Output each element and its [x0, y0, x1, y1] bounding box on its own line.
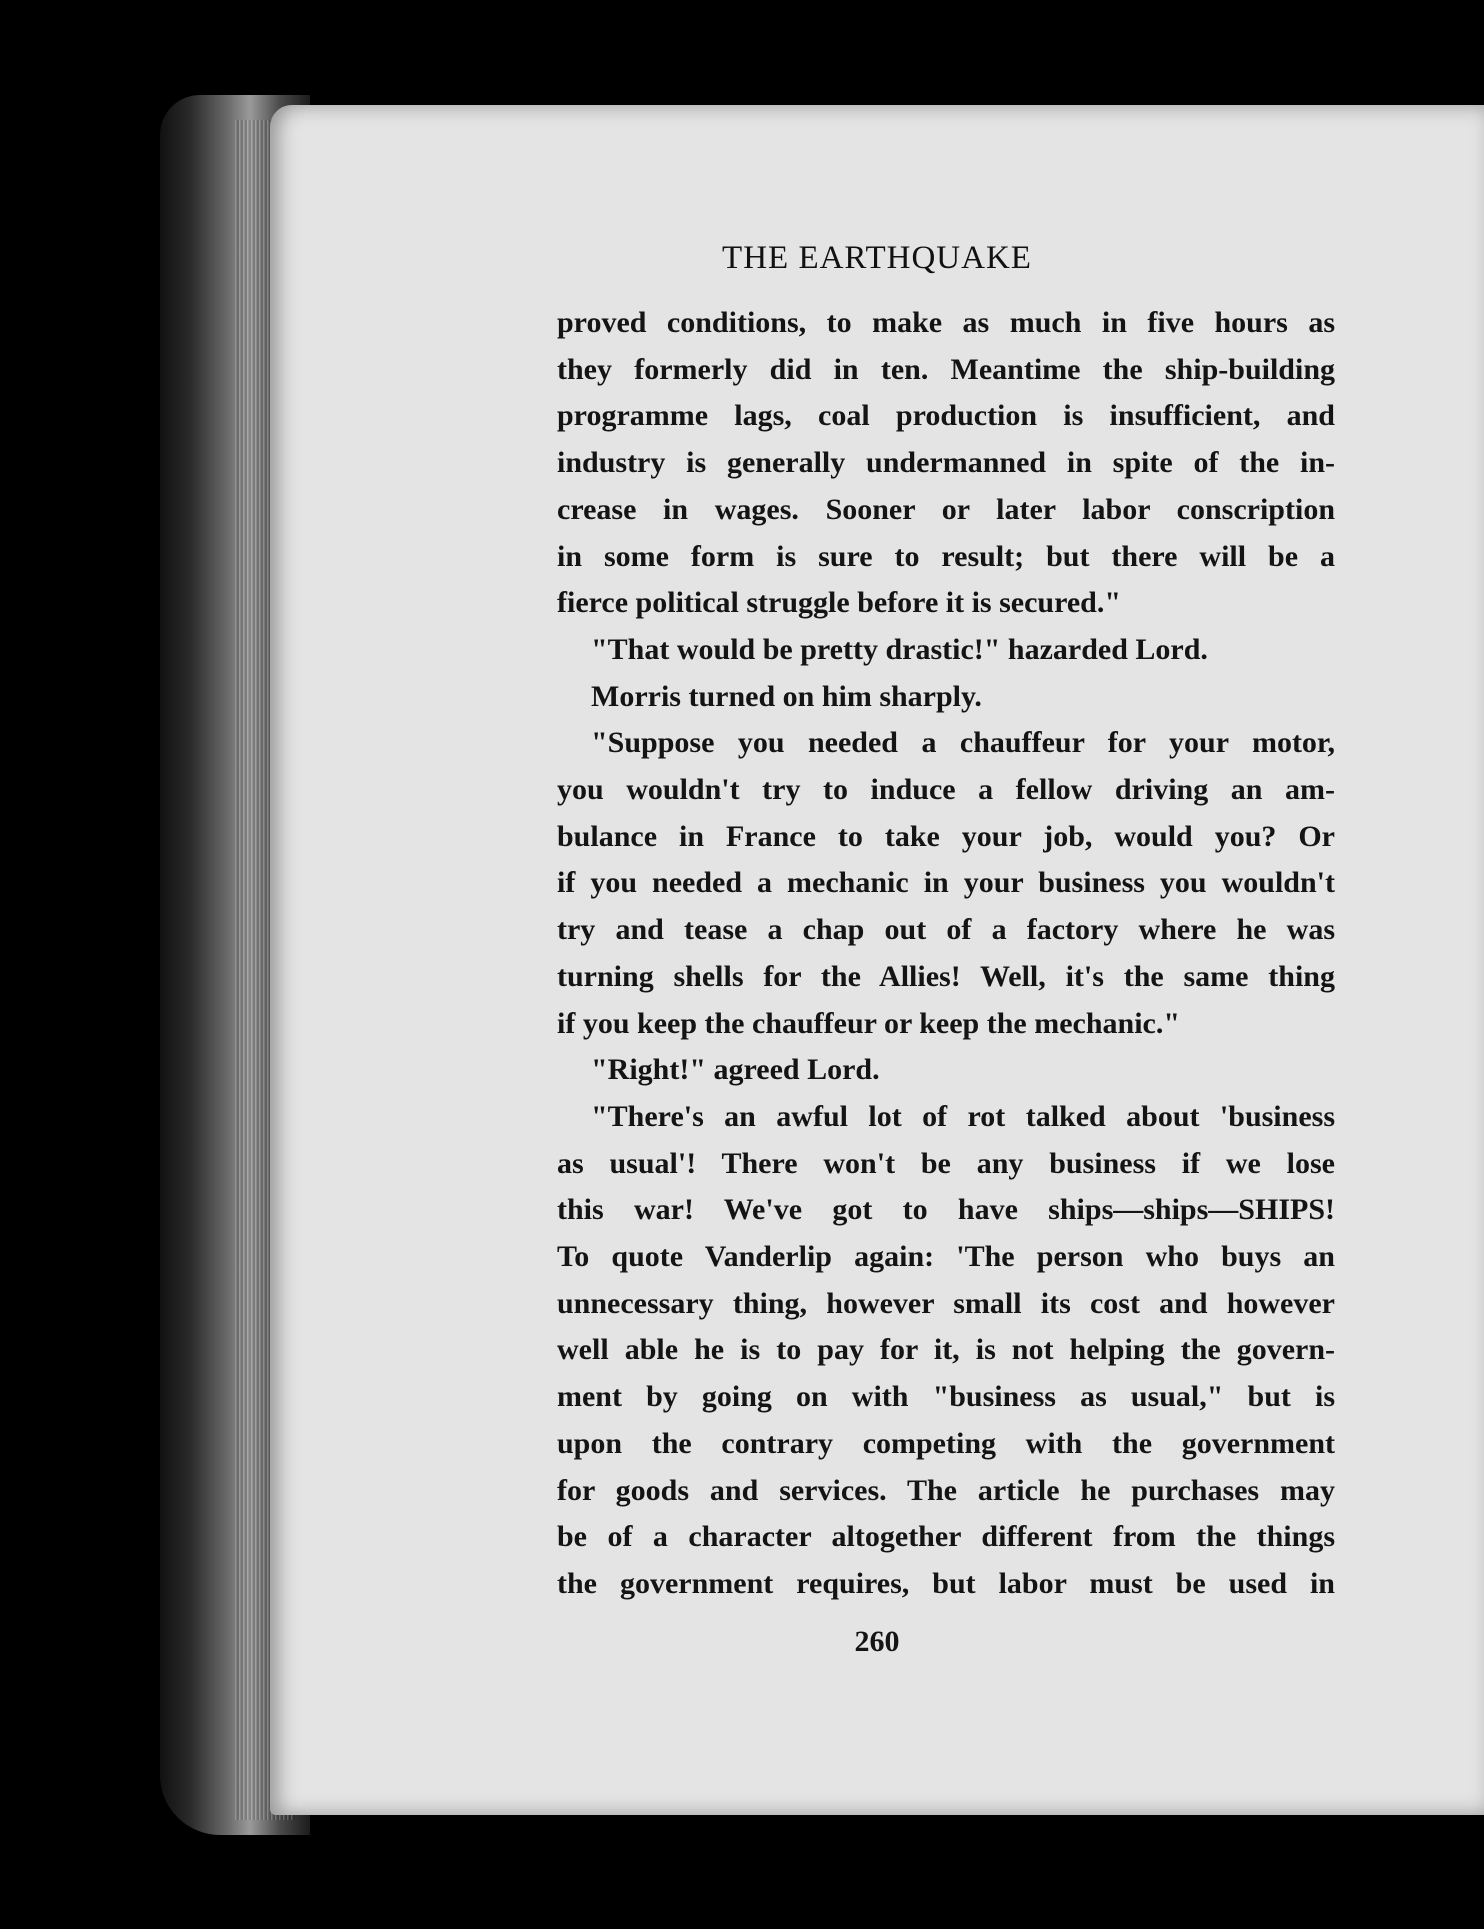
text-line: for goods and services. The article he purchases may [557, 1473, 1335, 1507]
text-line: industry is generally undermanned in spite of the in- [557, 446, 1335, 480]
text-line: they formerly did in ten. Meantime the ship-building [557, 352, 1335, 386]
text-line: as usual'! There won't be any business if we lose [557, 1146, 1335, 1180]
book-page [270, 105, 1484, 1815]
text-line: Morris turned on him sharply. [591, 679, 982, 713]
text-line: ment by going on with "business as usual," but is [557, 1380, 1335, 1414]
text-line: try and tease a chap out of a factory where he was [557, 913, 1335, 947]
text-line: "That would be pretty drastic!" hazarded Lord. [591, 632, 1208, 666]
text-line: To quote Vanderlip again: 'The person who buys an [557, 1240, 1335, 1274]
text-line: you wouldn't try to induce a fellow driving an am- [557, 773, 1335, 807]
body-text [557, 300, 1335, 1608]
text-line: upon the contrary competing with the government [557, 1426, 1335, 1460]
text-line: well able he is to pay for it, is not helping the govern- [557, 1333, 1335, 1367]
text-line: the government requires, but labor must be used in [557, 1566, 1335, 1600]
text-line: "There's an awful lot of rot talked about 'business [591, 1099, 1335, 1133]
text-line: programme lags, coal production is insufficient, and [557, 399, 1335, 433]
text-line: bulance in France to take your job, would you? Or [557, 819, 1335, 853]
text-line: crease in wages. Sooner or later labor conscription [557, 492, 1335, 526]
text-line: this war! We've got to have ships—ships—SHIPS! [557, 1193, 1335, 1227]
running-head: THE EARTHQUAKE [722, 240, 1032, 276]
text-line: unnecessary thing, however small its cost and however [557, 1286, 1335, 1320]
page-number: 260 [854, 1625, 900, 1658]
text-line: proved conditions, to make as much in five hours as [557, 306, 1335, 339]
text-line: if you keep the chauffeur or keep the mechanic." [557, 1006, 1180, 1040]
text-line: turning shells for the Allies! Well, it's the same thing [557, 959, 1335, 993]
text-line: "Suppose you needed a chauffeur for your motor, [591, 726, 1335, 760]
text-line: fierce political struggle before it is secured." [557, 586, 1122, 620]
text-line: be of a character altogether different from the things [557, 1520, 1335, 1554]
text-line: in some form is sure to result; but there will be a [557, 539, 1335, 573]
text-line: "Right!" agreed Lord. [591, 1053, 880, 1087]
text-line: if you needed a mechanic in your business you wouldn't [557, 866, 1335, 900]
